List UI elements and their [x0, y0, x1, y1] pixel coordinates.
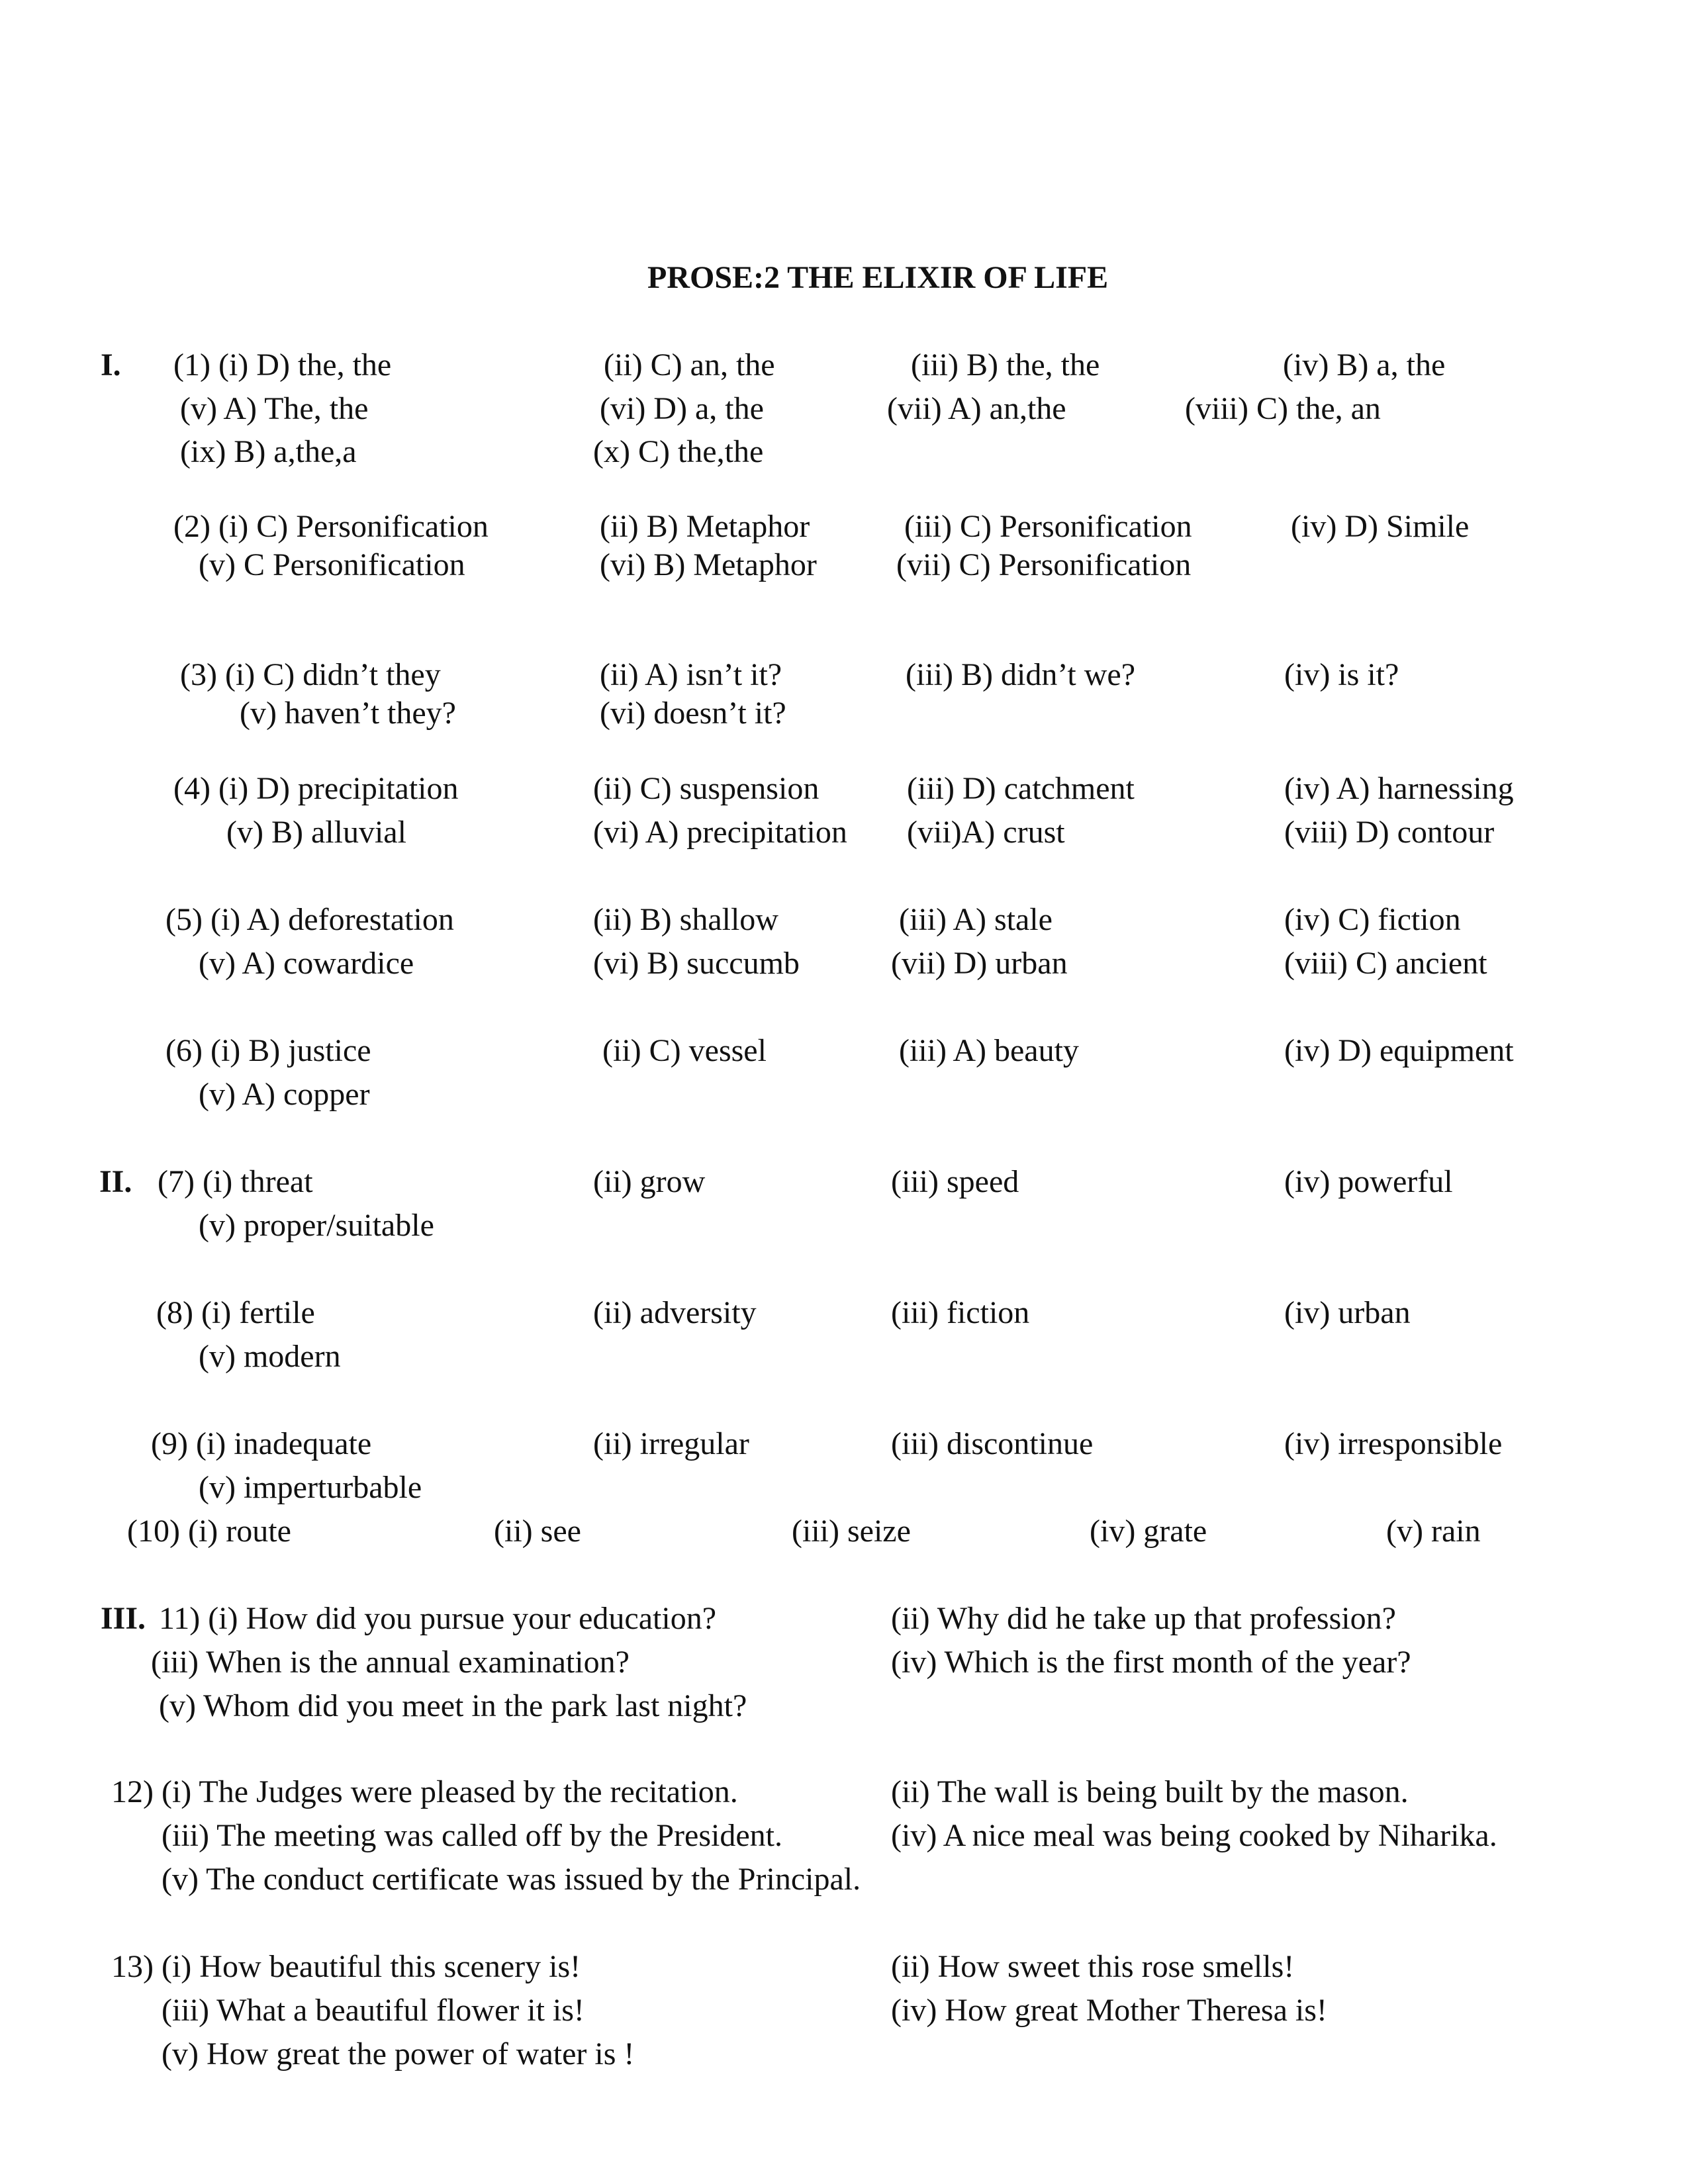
section-label-i: I.	[101, 347, 121, 383]
answer-item: (v) imperturbable	[199, 1470, 422, 1505]
answer-item: (iii) When is the annual examination?	[151, 1645, 630, 1680]
answer-item: (ii) B) Metaphor	[600, 509, 810, 544]
answer-item: 11) (i) How did you pursue your education?	[159, 1601, 717, 1636]
answer-item: (vii) A) an,the	[887, 391, 1066, 426]
answer-item: (vi) A) precipitation	[593, 815, 847, 850]
answer-item: (iv) grate	[1090, 1514, 1207, 1549]
answer-item: (ii) A) isn’t it?	[600, 657, 782, 692]
answer-item: (7) (i) threat	[158, 1164, 313, 1199]
answer-item: (v) How great the power of water is !	[162, 2036, 635, 2071]
answer-item: (ii) C) suspension	[593, 771, 820, 806]
answer-item: (iii) What a beautiful flower it is!	[162, 1993, 585, 2028]
answer-item: (6) (i) B) justice	[165, 1033, 371, 1068]
answer-item: (v) Whom did you meet in the park last night?	[159, 1688, 747, 1723]
answer-item: (v) A) copper	[199, 1077, 370, 1112]
answer-item: (iv) C) fiction	[1284, 902, 1461, 937]
answer-item: (v) haven’t they?	[240, 696, 456, 731]
answer-item: (v) rain	[1386, 1514, 1481, 1549]
answer-item: (ii) grow	[593, 1164, 706, 1199]
section-label-ii: II.	[99, 1164, 132, 1199]
answer-item: (v) A) The, the	[180, 391, 369, 426]
answer-item: (viii) C) the, an	[1185, 391, 1381, 426]
answer-item: (iii) speed	[891, 1164, 1019, 1199]
answer-item: (iii) D) catchment	[907, 771, 1135, 806]
answer-item: (iv) irresponsible	[1284, 1426, 1503, 1461]
answer-item: (iii) C) Personification	[904, 509, 1192, 544]
answer-item: (ii) The wall is being built by the mason.	[891, 1774, 1409, 1809]
answer-item: (3) (i) C) didn’t they	[180, 657, 441, 692]
page-title: PROSE:2 THE ELIXIR OF LIFE	[647, 260, 1109, 295]
answer-item: (8) (i) fertile	[156, 1295, 315, 1330]
answer-item: 13) (i) How beautiful this scenery is!	[111, 1949, 581, 1984]
section-label-iii: III.	[101, 1601, 146, 1636]
answer-item: (ii) see	[494, 1514, 581, 1549]
answer-item: (ii) Why did he take up that profession?	[891, 1601, 1396, 1636]
answer-item: (iii) B) the, the	[911, 347, 1100, 383]
answer-item: (iii) The meeting was called off by the President.	[162, 1818, 782, 1853]
answer-item: (vi) doesn’t it?	[600, 696, 786, 731]
answer-item: (iv) powerful	[1284, 1164, 1453, 1199]
answer-item: (viii) C) ancient	[1284, 946, 1487, 981]
answer-item: (x) C) the,the	[593, 434, 764, 469]
answer-item: (iv) A nice meal was being cooked by Niharika.	[891, 1818, 1497, 1853]
answer-item: (v) modern	[199, 1339, 341, 1374]
answer-item: (4) (i) D) precipitation	[173, 771, 459, 806]
answer-item: (iii) A) stale	[899, 902, 1053, 937]
answer-item: (iii) B) didn’t we?	[906, 657, 1136, 692]
answer-item: (v) A) cowardice	[199, 946, 414, 981]
answer-item: (v) The conduct certificate was issued by the Principal.	[162, 1862, 861, 1897]
answer-item: 12) (i) The Judges were pleased by the recitation.	[111, 1774, 738, 1809]
answer-item: (vi) B) Metaphor	[600, 547, 817, 582]
answer-item: (iii) fiction	[891, 1295, 1030, 1330]
answer-item: (10) (i) route	[127, 1514, 291, 1549]
answer-item: (v) proper/suitable	[199, 1208, 434, 1243]
answer-item: (iv) A) harnessing	[1284, 771, 1514, 806]
answer-item: (ii) C) vessel	[602, 1033, 767, 1068]
answer-item: (vii)A) crust	[907, 815, 1065, 850]
answer-item: (vii) D) urban	[891, 946, 1068, 981]
answer-item: (iii) A) beauty	[899, 1033, 1079, 1068]
answer-item: (1) (i) D) the, the	[173, 347, 392, 383]
answer-item: (vi) B) succumb	[593, 946, 800, 981]
answer-item: (ii) B) shallow	[593, 902, 778, 937]
answer-item: (ii) adversity	[593, 1295, 757, 1330]
answer-item: (v) B) alluvial	[226, 815, 406, 850]
answer-item: (iv) D) Simile	[1291, 509, 1470, 544]
answer-item: (iv) urban	[1284, 1295, 1411, 1330]
answer-item: (ii) irregular	[593, 1426, 749, 1461]
answer-item: (iv) Which is the first month of the year?	[891, 1645, 1411, 1680]
answer-item: (iv) How great Mother Theresa is!	[891, 1993, 1327, 2028]
answer-item: (iv) D) equipment	[1284, 1033, 1514, 1068]
answer-item: (ii) How sweet this rose smells!	[891, 1949, 1295, 1984]
answer-item: (2) (i) C) Personification	[173, 509, 489, 544]
answer-item: (5) (i) A) deforestation	[165, 902, 454, 937]
answer-item: (ix) B) a,the,a	[180, 434, 357, 469]
answer-item: (iii) discontinue	[891, 1426, 1094, 1461]
answer-item: (9) (i) inadequate	[151, 1426, 372, 1461]
answer-item: (vii) C) Personification	[896, 547, 1192, 582]
answer-item: (iv) is it?	[1284, 657, 1399, 692]
answer-item: (viii) D) contour	[1284, 815, 1495, 850]
answer-item: (ii) C) an, the	[604, 347, 775, 383]
answer-item: (iv) B) a, the	[1283, 347, 1446, 383]
answer-item: (vi) D) a, the	[600, 391, 764, 426]
answer-item: (v) C Personification	[199, 547, 465, 582]
answer-item: (iii) seize	[792, 1514, 911, 1549]
